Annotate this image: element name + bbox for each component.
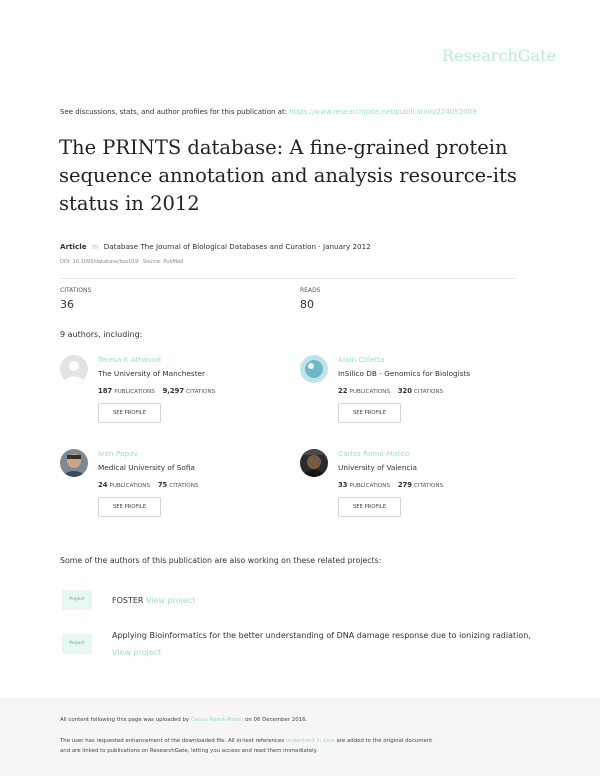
researchgate-logo: ResearchGate	[442, 46, 556, 65]
publications-count: 33	[338, 481, 348, 489]
author-citations-label: CITATIONS	[186, 389, 216, 395]
author-institution: The University of Manchester	[98, 369, 206, 378]
avatar[interactable]	[300, 355, 328, 383]
enhancement-mid: are added to the original document	[336, 738, 433, 744]
author-citations-count: 279	[397, 481, 413, 489]
avatar[interactable]	[300, 449, 328, 477]
divider	[60, 278, 516, 279]
author-stats	[338, 481, 443, 489]
author-card	[60, 355, 260, 435]
author-citations-count: 75	[157, 481, 168, 489]
publications-count: 187	[98, 387, 113, 395]
view-project-link[interactable]: View project	[146, 596, 196, 605]
reads-label: READS	[300, 287, 321, 294]
author-stats	[98, 481, 198, 489]
avatar[interactable]	[60, 355, 88, 383]
author-citations-count: 9,297	[162, 387, 185, 395]
author-stats	[98, 387, 215, 395]
meta-in: in	[91, 242, 99, 251]
author-card	[60, 449, 260, 529]
doi-text: DOI: 10.1093/database/bas019 · Source: PubMed	[60, 259, 184, 265]
see-profile-button[interactable]: SEE PROFILE	[98, 497, 161, 517]
reads-count: 80	[300, 298, 314, 311]
publication-type: Article	[60, 242, 87, 251]
author-name[interactable]: Alain Coletta	[338, 355, 385, 364]
authors-heading: 9 authors, including:	[60, 330, 143, 339]
author-name[interactable]: Carlos Romá-Mateo	[338, 449, 410, 458]
upload-suffix: on 06 December 2016.	[245, 717, 308, 723]
author-name[interactable]: Ivan Popov	[98, 449, 138, 458]
project-title: FOSTER	[112, 596, 144, 605]
see-profile-button[interactable]: SEE PROFILE	[338, 403, 401, 423]
publications-count: 22	[338, 387, 348, 395]
upload-prefix: All content following this page was uploaded by	[60, 717, 190, 723]
citations-label: CITATIONS	[60, 287, 92, 294]
publications-label: PUBLICATIONS	[349, 389, 391, 395]
journal-name: Database The Journal of Biological Databases and Curation · January 2012	[103, 242, 371, 251]
upload-notice	[60, 715, 307, 725]
author-institution: Medical University of Sofia	[98, 463, 195, 472]
author-card	[300, 449, 500, 529]
enhancement-prefix: The user has requested enhancement of the downloaded file. All in-text references	[60, 738, 285, 744]
author-citations-count: 320	[397, 387, 413, 395]
publications-label: PUBLICATIONS	[114, 389, 155, 395]
enhancement-line2: and are linked to publications on ResearchGate, letting you access and read them immediately.	[60, 748, 318, 754]
publication-title: The PRINTS database: A fine-grained protein sequence annotation and analysis resource-its status in 2012	[59, 136, 517, 215]
publication-meta	[60, 242, 371, 251]
author-card	[300, 355, 500, 435]
author-citations-label: CITATIONS	[414, 389, 444, 395]
related-projects-heading: Some of the authors of this publication are also working on these related projects:	[60, 556, 382, 565]
project-badge: Project	[62, 590, 92, 610]
project-item	[112, 627, 552, 661]
publication-url-link[interactable]: https://www.researchgate.net/publication/224052009	[289, 108, 477, 116]
publications-count: 24	[98, 481, 108, 489]
author-citations-label: CITATIONS	[414, 483, 444, 489]
citations-count: 36	[60, 298, 74, 311]
underlined-link[interactable]: underlined in blue	[285, 738, 335, 744]
avatar[interactable]	[60, 449, 88, 477]
publications-label: PUBLICATIONS	[349, 483, 391, 489]
author-name[interactable]: Teresa K Attwood	[98, 355, 161, 364]
author-institution: University of Valencia	[338, 463, 418, 472]
author-institution: InSilico DB - Genomics for Biologists	[338, 369, 471, 378]
see-profile-button[interactable]: SEE PROFILE	[98, 403, 161, 423]
enhancement-notice	[60, 736, 540, 756]
project-badge: Project	[62, 634, 92, 654]
author-citations-label: CITATIONS	[169, 483, 199, 489]
discussion-notice	[60, 108, 477, 116]
view-project-link[interactable]: View project	[112, 648, 162, 657]
project-item	[112, 592, 542, 609]
author-stats	[338, 387, 443, 395]
see-profile-button[interactable]: SEE PROFILE	[338, 497, 401, 517]
discussion-text: See discussions, stats, and author profiles for this publication at:	[60, 108, 288, 116]
uploader-link[interactable]: Carlos Romá-Mateo	[190, 717, 244, 723]
project-title: Applying Bioinformatics for the better understanding of DNA damage response due to ionizing radiation,	[112, 631, 531, 640]
publications-label: PUBLICATIONS	[109, 483, 151, 489]
